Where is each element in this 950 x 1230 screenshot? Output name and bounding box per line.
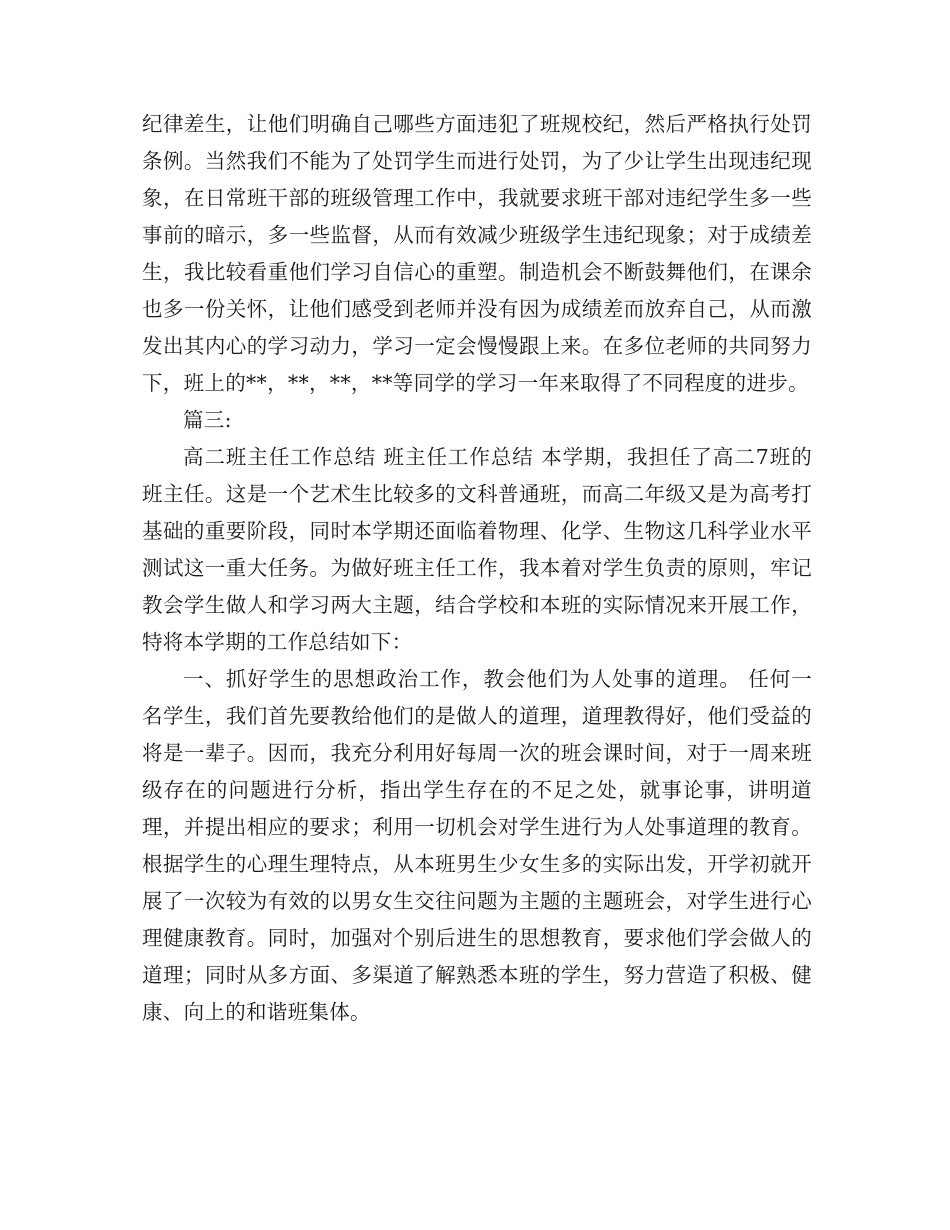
document-body	[142, 106, 812, 1031]
section-heading: 篇三:	[183, 408, 232, 432]
paragraph-continuation: 纪律差生，让他们明确自己哪些方面违犯了班规校纪，然后严格执行处罚条例。当然我们不能为了处罚学生而进行处罚，为了少让学生出现违纪现象，在日常班干部的班级管理工作中，我就要求班干部对违纪学生多一些事前的暗示，多一些监督，从而有效减少班级学生违纪现象；对于成绩差生，我比较看重他们学习自信心的重塑。制造机会不断鼓舞他们，在课余也多一份关怀，让他们感受到老师并没有因为成绩差而放弃自己，从而激发出其内心的学习动力，学习一定会慢慢跟上来。在多位老师的共同努力下，班上的**，**，**，**等同学的学习一年来取得了不同程度的进步。	[142, 112, 812, 395]
paragraph-section-one: 一、抓好学生的思想政治工作，教会他们为人处事的道理。 任何一名学生，我们首先要教给他们的是做人的道理，道理教得好，他们受益的将是一辈子。因而，我充分利用好每周一次的班会课时间，对于一周来班级存在的问题进行分析，指出学生存在的不足之处，就事论事，讲明道理，并提出相应的要求；利用一切机会对学生进行为人处事道理的教育。根据学生的心理生理特点，从本班男生少女生多的实际出发，开学初就开展了一次较为有效的以男女生交往问题为主题的主题班会，对学生进行心理健康教育。同时，加强对个别后进生的思想教育，要求他们学会做人的道理；同时从多方面、多渠道了解熟悉本班的学生，努力营造了积极、健康、向上的和谐班集体。	[142, 667, 812, 1024]
paragraph-intro: 高二班主任工作总结 班主任工作总结 本学期，我担任了高二7班的班主任。这是一个艺术生比较多的文科普通班，而高二年级又是为高考打基础的重要阶段，同时本学期还面临着物理、化学、生物这几科学业水平测试这一重大任务。为做好班主任工作，我本着对学生负责的原则，牢记教会学生做人和学习两大主题，结合学校和本班的实际情况来开展工作，特将本学期的工作总结如下：	[142, 445, 812, 654]
